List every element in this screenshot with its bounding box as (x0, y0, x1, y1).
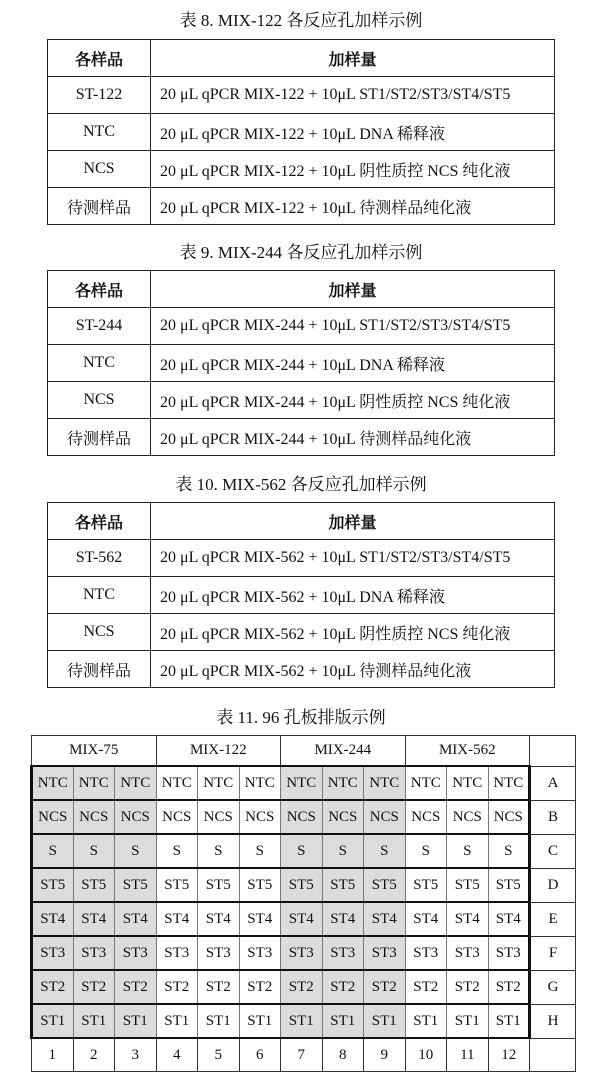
plate-well: ST3 (156, 936, 198, 970)
plate-row (32, 868, 576, 902)
plate-well: NCS (322, 800, 364, 834)
table-10-caption: 表 10. MIX-562 各反应孔加样示例 (175, 475, 427, 494)
plate-well: ST1 (322, 1004, 364, 1038)
volume-cell: 20 μL qPCR MIX-562 + 10μL ST1/ST2/ST3/ST4/ST5 (151, 540, 555, 577)
plate-well: NTC (281, 766, 323, 800)
table-row (48, 188, 555, 225)
volume-cell: 20 μL qPCR MIX-244 + 10μL DNA 稀释液 (151, 345, 555, 382)
table-row (48, 308, 555, 345)
plate-well: ST4 (281, 902, 323, 936)
plate-row (32, 902, 576, 936)
plate-well: NCS (239, 800, 281, 834)
plate-well: ST5 (405, 868, 447, 902)
volume-cell: 20 μL qPCR MIX-244 + 10μL 阴性质控 NCS 纯化液 (151, 382, 555, 419)
plate-column-label: 11 (447, 1038, 489, 1072)
plate-well: ST1 (364, 1004, 406, 1038)
plate-well: NTC (405, 766, 447, 800)
plate-well: ST3 (405, 936, 447, 970)
sample-cell: NCS (48, 382, 151, 419)
plate-well: S (115, 834, 157, 868)
plate-well: ST1 (447, 1004, 489, 1038)
plate-well: ST2 (364, 970, 406, 1004)
plate-column-label: 5 (198, 1038, 240, 1072)
plate-well: ST5 (156, 868, 198, 902)
plate-well: ST4 (364, 902, 406, 936)
plate-well: ST5 (239, 868, 281, 902)
plate-row (32, 1004, 576, 1038)
plate-well: S (322, 834, 364, 868)
table-row (48, 577, 555, 614)
sample-cell: ST-244 (48, 308, 151, 345)
plate-row-label: H (530, 1004, 576, 1038)
plate-well: ST2 (32, 970, 74, 1004)
plate-column-label: 3 (115, 1038, 157, 1072)
plate-row-label: G (530, 970, 576, 1004)
plate-well: ST4 (488, 902, 530, 936)
plate-well: S (239, 834, 281, 868)
plate-well: NCS (405, 800, 447, 834)
plate-well: ST2 (73, 970, 115, 1004)
plate-column-label: 7 (281, 1038, 323, 1072)
plate-well: ST3 (364, 936, 406, 970)
plate-well: NTC (447, 766, 489, 800)
plate-well: NCS (447, 800, 489, 834)
volume-cell: 20 μL qPCR MIX-562 + 10μL 待测样品纯化液 (151, 651, 555, 688)
plate-group-label: MIX-122 (156, 736, 281, 767)
volume-cell: 20 μL qPCR MIX-122 + 10μL 阴性质控 NCS 纯化液 (151, 151, 555, 188)
plate-well: NTC (239, 766, 281, 800)
plate-well: S (364, 834, 406, 868)
table-header-row (48, 503, 555, 540)
plate-well: ST2 (488, 970, 530, 1004)
plate-well: ST2 (198, 970, 240, 1004)
plate-well: S (281, 834, 323, 868)
plate-column-number-row (32, 1038, 576, 1072)
plate-group-header-row (32, 736, 576, 767)
plate-well: NTC (32, 766, 74, 800)
plate-group-label: MIX-75 (32, 736, 157, 767)
plate-well: ST1 (405, 1004, 447, 1038)
plate-well: ST2 (115, 970, 157, 1004)
plate-well: ST5 (73, 868, 115, 902)
plate-well: S (32, 834, 74, 868)
volume-cell: 20 μL qPCR MIX-562 + 10μL 阴性质控 NCS 纯化液 (151, 614, 555, 651)
plate-column-label: 1 (32, 1038, 74, 1072)
header-sample: 各样品 (48, 503, 151, 540)
plate-well: NCS (488, 800, 530, 834)
plate-row-label: F (530, 936, 576, 970)
plate-well: ST1 (115, 1004, 157, 1038)
plate-well: ST5 (364, 868, 406, 902)
plate-well: ST3 (115, 936, 157, 970)
plate-well: ST1 (488, 1004, 530, 1038)
table-row (48, 151, 555, 188)
plate-row (32, 834, 576, 868)
plate-well: ST2 (322, 970, 364, 1004)
plate-well: S (198, 834, 240, 868)
plate-well: S (405, 834, 447, 868)
plate-well: ST5 (32, 868, 74, 902)
table-row (48, 77, 555, 114)
plate-well: ST3 (32, 936, 74, 970)
plate-row-label: C (530, 834, 576, 868)
plate-column-label: 4 (156, 1038, 198, 1072)
sample-cell: NCS (48, 151, 151, 188)
plate-well: ST3 (322, 936, 364, 970)
plate-well: NTC (115, 766, 157, 800)
sample-cell: NTC (48, 345, 151, 382)
plate-well: NTC (364, 766, 406, 800)
plate-well: ST5 (488, 868, 530, 902)
sample-cell: ST-562 (48, 540, 151, 577)
plate-well: NCS (281, 800, 323, 834)
plate-row (32, 970, 576, 1004)
plate-group-label: MIX-562 (405, 736, 530, 767)
plate-well: ST3 (488, 936, 530, 970)
plate-column-label: 2 (73, 1038, 115, 1072)
plate-well: ST3 (198, 936, 240, 970)
plate-well: ST5 (281, 868, 323, 902)
sample-cell: 待测样品 (48, 651, 151, 688)
plate-row (32, 936, 576, 970)
plate-well: ST1 (73, 1004, 115, 1038)
table-10 (47, 502, 555, 688)
sample-cell: ST-122 (48, 77, 151, 114)
plate-well: NTC (156, 766, 198, 800)
plate-well: NTC (488, 766, 530, 800)
plate-well: ST4 (115, 902, 157, 936)
plate-well: ST3 (281, 936, 323, 970)
volume-cell: 20 μL qPCR MIX-244 + 10μL ST1/ST2/ST3/ST4/ST5 (151, 308, 555, 345)
plate-well: ST5 (447, 868, 489, 902)
sample-cell: NCS (48, 614, 151, 651)
plate-row (32, 766, 576, 800)
plate-row-label: D (530, 868, 576, 902)
volume-cell: 20 μL qPCR MIX-122 + 10μL ST1/ST2/ST3/ST4/ST5 (151, 77, 555, 114)
plate-well: ST1 (198, 1004, 240, 1038)
plate-column-label: 8 (322, 1038, 364, 1072)
plate-well: ST2 (447, 970, 489, 1004)
plate-well: ST5 (198, 868, 240, 902)
plate-well: ST4 (198, 902, 240, 936)
plate-well: ST4 (73, 902, 115, 936)
plate-well: NCS (115, 800, 157, 834)
header-volume: 加样量 (151, 271, 555, 308)
table-8 (47, 39, 555, 225)
sample-cell: NTC (48, 114, 151, 151)
sample-cell: 待测样品 (48, 419, 151, 456)
table-row (48, 382, 555, 419)
plate-well: ST3 (73, 936, 115, 970)
table-11-caption: 表 11. 96 孔板排版示例 (216, 708, 386, 727)
plate-well: ST2 (239, 970, 281, 1004)
table-header-row (48, 40, 555, 77)
plate-well: NTC (198, 766, 240, 800)
table-row (48, 419, 555, 456)
plate-column-label: 10 (405, 1038, 447, 1072)
table-row (48, 540, 555, 577)
plate-group-label: MIX-244 (281, 736, 406, 767)
sample-cell: NTC (48, 577, 151, 614)
volume-cell: 20 μL qPCR MIX-244 + 10μL 待测样品纯化液 (151, 419, 555, 456)
plate-corner-cell (530, 736, 576, 767)
table-row (48, 651, 555, 688)
plate-well: S (73, 834, 115, 868)
plate-well: ST4 (32, 902, 74, 936)
plate-row-label: E (530, 902, 576, 936)
table-8-caption: 表 8. MIX-122 各反应孔加样示例 (179, 11, 423, 30)
plate-well: ST2 (281, 970, 323, 1004)
plate-well: S (488, 834, 530, 868)
plate-well: ST4 (322, 902, 364, 936)
plate-layout-table (30, 735, 576, 1072)
header-sample: 各样品 (48, 40, 151, 77)
plate-well: NTC (322, 766, 364, 800)
plate-well: ST5 (115, 868, 157, 902)
plate-well: NCS (156, 800, 198, 834)
table-9-caption: 表 9. MIX-244 各反应孔加样示例 (179, 243, 423, 262)
table-header-row (48, 271, 555, 308)
plate-row (32, 800, 576, 834)
plate-row-label: B (530, 800, 576, 834)
plate-well: ST1 (239, 1004, 281, 1038)
plate-well: ST4 (156, 902, 198, 936)
table-9 (47, 270, 555, 456)
plate-well: ST4 (239, 902, 281, 936)
plate-well: NCS (364, 800, 406, 834)
plate-well: ST1 (32, 1004, 74, 1038)
plate-well: ST1 (156, 1004, 198, 1038)
plate-column-label: 6 (239, 1038, 281, 1072)
plate-column-label: 9 (364, 1038, 406, 1072)
volume-cell: 20 μL qPCR MIX-562 + 10μL DNA 稀释液 (151, 577, 555, 614)
plate-well: ST2 (405, 970, 447, 1004)
table-row (48, 614, 555, 651)
plate-well: ST4 (405, 902, 447, 936)
plate-well: ST2 (156, 970, 198, 1004)
volume-cell: 20 μL qPCR MIX-122 + 10μL DNA 稀释液 (151, 114, 555, 151)
table-row (48, 114, 555, 151)
plate-well: NCS (32, 800, 74, 834)
plate-column-label: 12 (488, 1038, 530, 1072)
header-sample: 各样品 (48, 271, 151, 308)
plate-well: ST5 (322, 868, 364, 902)
sample-cell: 待测样品 (48, 188, 151, 225)
plate-well: S (447, 834, 489, 868)
plate-well: NTC (73, 766, 115, 800)
plate-well: NCS (198, 800, 240, 834)
plate-corner-cell (530, 1038, 576, 1072)
table-row (48, 345, 555, 382)
plate-well: S (156, 834, 198, 868)
header-volume: 加样量 (151, 40, 555, 77)
plate-well: NCS (73, 800, 115, 834)
plate-row-label: A (530, 766, 576, 800)
header-volume: 加样量 (151, 503, 555, 540)
volume-cell: 20 μL qPCR MIX-122 + 10μL 待测样品纯化液 (151, 188, 555, 225)
plate-well: ST4 (447, 902, 489, 936)
plate-well: ST3 (239, 936, 281, 970)
plate-well: ST1 (281, 1004, 323, 1038)
plate-well: ST3 (447, 936, 489, 970)
